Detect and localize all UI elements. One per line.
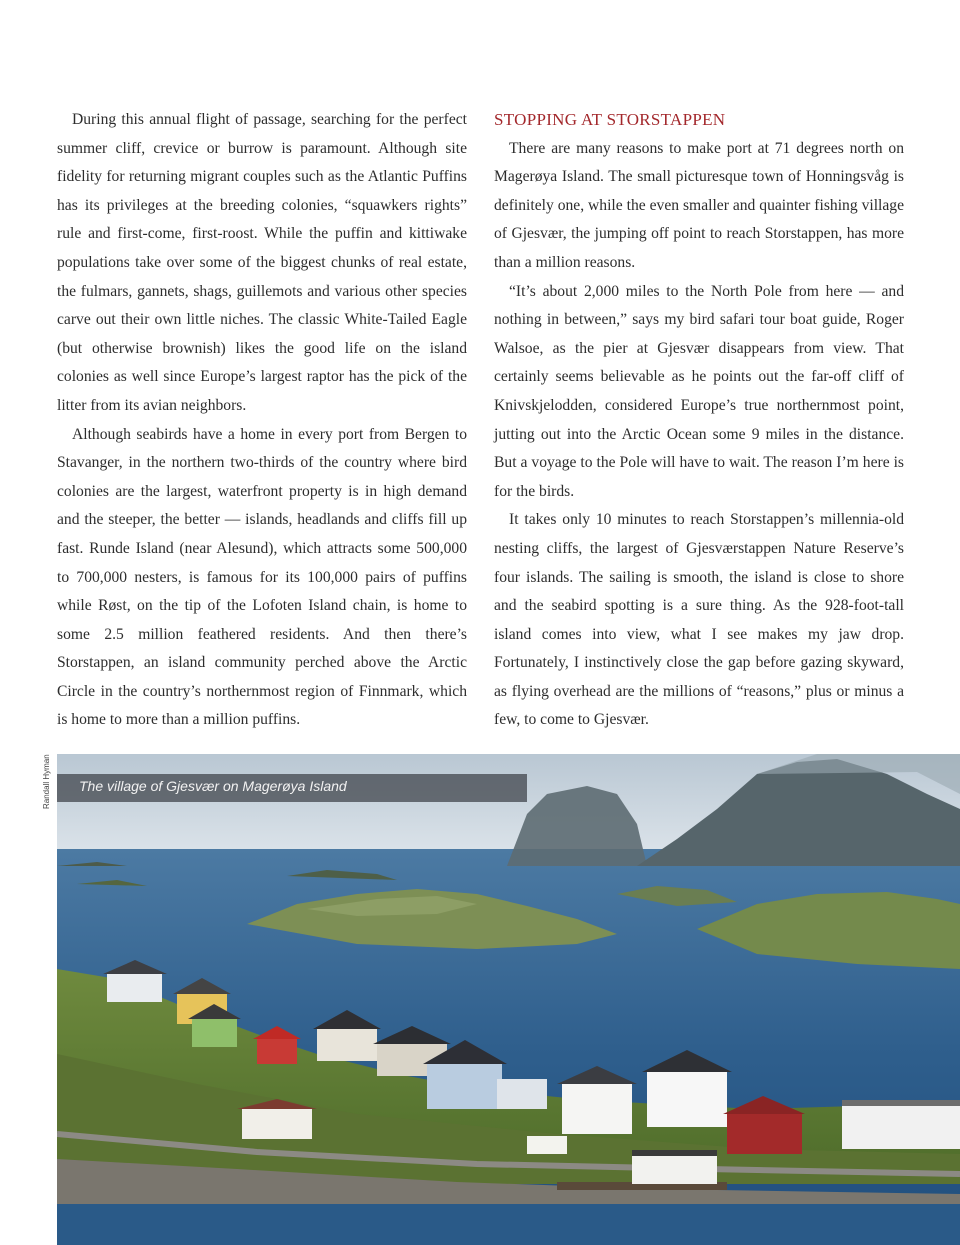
photo-caption: The village of Gjesvær on Magerøya Island [79,778,347,794]
section-heading: STOPPING AT STORSTAPPEN [494,110,726,129]
body-paragraph: There are many reasons to make port at 71 degrees north on Magerøya Island. The small picturesque town of Honningsvåg is definitely one, while the even smaller and quainter fishing village of Gjesvær, the jumping off point to reach Storstappen, has more than a million reasons. [494,139,904,271]
right-column [494,106,904,735]
left-column [57,106,467,735]
village-landscape-illustration [57,754,960,1245]
body-paragraph: During this annual flight of passage, searching for the perfect summer cliff, crevice or burrow is paramount. Although site fidelity for returning migrant couples such as the Atlantic Puffins has its privileges at the breeding colonies, “squawkers rights” rule and first-come, first-roost. While the puffin and kittiwake populations take over some of the biggest chunks of real estate, the fulmars, gannets, shags, guillemots and various other species carve out their own little niches. The classic White-Tailed Eagle (but otherwise brownish) likes the good life on the island colonies as well since Europe’s largest raptor has the pick of the litter from its avian neighbors. [57,111,467,414]
photo-credit: Randall Hyman [42,754,51,809]
village-photo [57,754,960,1245]
body-paragraph: Although seabirds have a home in every port from Bergen to Stavanger, in the northern two-thirds of the country where bird colonies are the largest, waterfront property is in high demand and the steeper, the better — islands, headlands and cliffs fill up fast. Runde Island (near Alesund), which attracts some 500,000 to 700,000 nesters, is famous for its 100,000 pairs of puffins while Røst, on the tip of the Lofoten Island chain, is home to some 2.5 million feathered residents. And then there’s Storstappen, an island community perched above the Arctic Circle in the country’s northernmost region of Finnmark, which is home to more than a million puffins. [57,425,467,729]
body-paragraph: It takes only 10 minutes to reach Storstappen’s millennia-old nesting cliffs, the largest of Gjesværstappen Nature Reserve’s four islands. The sailing is smooth, the island is close to shore and the seabird spotting is a sure thing. As the 928-foot-tall island comes into view, what I see makes my jaw drop. Fortunately, I instinctively close the gap before gazing skyward, as flying overhead are the millions of “reasons,” plus or minus a few, to come to Gjesvær. [494,511,904,729]
body-paragraph: “It’s about 2,000 miles to the North Pole from here — and nothing in between,” says my bird safari tour boat guide, Roger Walsoe, as the pier at Gjesvær disappears from view. That certainly seems believable as he points out the far-off cliff of Knivskjelodden, considered Europe’s true northernmost point, jutting out into the Arctic Ocean some 9 miles in the distance. But a voyage to the Pole will have to wait. The reason I’m here is for the birds. [494,282,904,500]
